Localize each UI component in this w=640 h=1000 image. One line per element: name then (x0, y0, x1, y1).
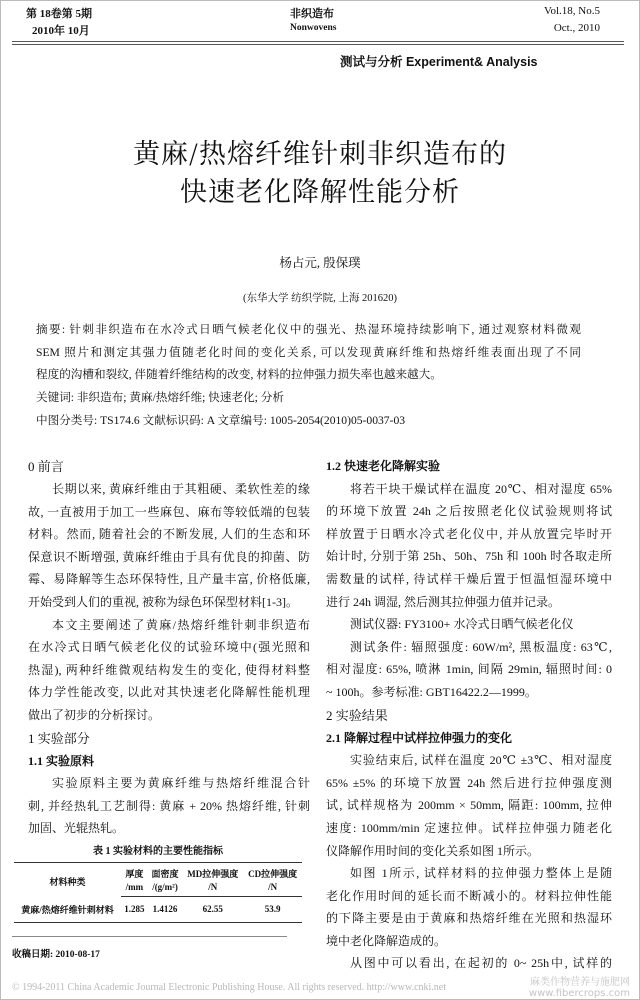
table-header-unit: /N (182, 881, 243, 897)
abstract (36, 318, 581, 432)
footnote-rule (12, 936, 287, 937)
paragraph-line: 仪降解作用时间的变化关系如图 1所示。 (326, 843, 540, 858)
abstract-line: 程度的沟槽和裂纹, 伴随着纤维结构的改变, 材料的拉伸强力损失率也越来越大。 (36, 368, 442, 381)
paragraph-line: 将若干块干燥试样在温度 20℃、相对湿度 65% (350, 481, 612, 496)
header-rule-top (12, 41, 624, 42)
header-journal-en: Nonwovens (290, 23, 337, 33)
table-header: 面密度 (148, 863, 182, 882)
section-heading: 0 前言 (28, 459, 64, 474)
paragraph-line: ~ 100h。参考标准: GBT16422.2—1999。 (326, 684, 537, 699)
paragraph-line: 在水冷式日晒气候老化仪的试验环境中(强光照和 (28, 640, 310, 655)
paragraph-line: 始计时, 分别于第 25h、50h、75h 和 100h 时各取走所 (326, 549, 612, 564)
paragraph-line: 的环境下放置 24h 之后按照老化仪试验规则将试 (326, 504, 612, 519)
paragraph-line: 如图 1所示, 试样材料的拉伸强力整体上是随 (350, 866, 612, 881)
table-cell: 黄麻/热熔纤维针刺材料 (14, 897, 121, 923)
section-heading: 1.1 实验原料 (28, 753, 95, 768)
paragraph-line: 从图中可以看出, 在起初的 0~ 25h中, 试样的 (350, 956, 612, 971)
header-issue-en: Vol.18, No.5 (543, 5, 600, 17)
table-cell: 1.285 (121, 897, 148, 923)
paragraph-line: 65% ±5% 的环境下放置 24h 然后进行拉伸强度测 (326, 775, 612, 790)
paragraph-line: 老化作用时间的延长而不断减小的。材料拉伸性能 (326, 888, 612, 903)
header-date-cn: 2010年 10月 (32, 25, 90, 37)
paragraph-line: 实验结束后, 试样在温度 20℃ ±3℃、相对湿度 (350, 753, 612, 768)
paragraph-line: 热湿), 两种纤维微观结构发生的变化, 使得材料整 (28, 662, 310, 677)
table-header: CD拉伸强度 (243, 863, 302, 882)
paragraph-line: 体力学性能改变, 以此对其快速老化降解性能机理 (28, 685, 310, 700)
table-header-unit: /(g/m²) (148, 881, 182, 897)
paragraph-line: 试, 试样规格为 200mm × 50mm, 隔距: 100mm, 拉伸 (326, 798, 612, 813)
table-header: 厚度 (121, 863, 148, 882)
table-caption: 表 1 实验材料的主要性能指标 (93, 846, 223, 857)
paragraph-line: 相对湿度: 65%, 喷淋 1min, 间隔 29min, 辐照时间: 0 (326, 662, 612, 677)
site-watermark-cn: 麻类作物营养与施肥网 (530, 977, 630, 988)
paragraph-line: 本文主要阐述了黄麻/热熔纤维针刺非织造布 (52, 617, 310, 632)
body-right-column (326, 455, 612, 975)
received-date: 收稿日期: 2010-08-17 (12, 950, 100, 960)
table-header-unit: /mm (121, 881, 148, 897)
paragraph-line: 开始受到人们的重视, 被称为绿色环保型材料[1-3]。 (28, 594, 298, 609)
table-row (14, 897, 302, 923)
header-rule-bottom (12, 44, 624, 45)
table-cell: 1.4126 (148, 897, 182, 923)
affiliation: (东华大学 纺织学院, 上海 201620) (243, 293, 397, 304)
paragraph-line: 霉、易降解等生态环保特性, 且产量丰富, 价格低廉, (28, 572, 310, 587)
paragraph-line: 做出了初步的分析探讨。 (28, 707, 161, 722)
table-header-unit: /N (243, 881, 302, 897)
table-header: 材料种类 (14, 863, 121, 897)
paragraph-line: 进行 24h 调湿, 然后测其拉伸强力值并记录。 (326, 594, 561, 609)
site-watermark (529, 977, 630, 999)
table-header: MD拉伸强度 (182, 863, 243, 882)
paragraph-line: 需数量的试样, 待试样干燥后置于恒温恒湿环境中 (326, 571, 612, 586)
table-cell: 53.9 (243, 897, 302, 923)
table-cell: 62.55 (182, 897, 243, 923)
section-label: 测试与分析 Experiment& Analysis (340, 55, 538, 69)
table-1 (14, 842, 302, 923)
paragraph-line: 实验原料主要为黄麻纤维与热熔纤维混合针 (52, 776, 310, 791)
section-heading: 2.1 降解过程中试样拉伸强力的变化 (326, 730, 513, 745)
paragraph-line: 样放置于日晒水冷式老化仪中, 并从放置完毕时开 (326, 526, 612, 541)
article-title-line-1: 黄麻/热熔纤维针刺非织造布的 (132, 139, 508, 170)
keywords: 关键词: 非织造布; 黄麻/热熔纤维; 快速老化; 分析 (36, 391, 284, 404)
article-title-line-2: 快速老化降解性能分析 (180, 177, 460, 208)
paragraph-line: 速度: 100mm/min 定速拉伸。试样拉伸强力随老化 (326, 820, 612, 835)
paragraph-line: 境中老化降解造成的。 (326, 933, 447, 948)
header-issue-cn: 第 18卷第 5期 (26, 8, 92, 20)
section-heading: 1 实验部分 (28, 730, 90, 746)
header-date-en: Oct., 2010 (553, 22, 600, 34)
paragraph-line: 材料。然而, 随着社会的不断发展, 人们的生态和环 (28, 527, 310, 542)
paragraph-line: 加固、光辊热轧。 (28, 821, 125, 836)
body-left-column (28, 455, 310, 840)
classification: 中图分类号: TS174.6 文献标识码: A 文章编号: 1005-2054(2010)05-0037-03 (36, 414, 406, 427)
paragraph-line: 测试条件: 辐照强度: 60W/m², 黑板温度: 63℃, (350, 639, 612, 654)
paragraph-line: 长期以来, 黄麻纤维由于其粗硬、柔软性差的缘 (52, 482, 310, 496)
paragraph-line: 故, 一直被用于加工一些麻包、麻布等较低端的包装 (28, 504, 310, 519)
paragraph-line: 刺, 并经热轧工艺制得: 黄麻 + 20% 热熔纤维, 针刺 (28, 798, 310, 813)
copyright-watermark: © 1994-2011 China Academic Journal Electronic Publishing House. All rights reserved. http://www.cnki.net (12, 982, 447, 993)
header-journal-cn: 非织造布 (290, 8, 334, 20)
paragraph-line: 的下降主要是由于黄麻和热熔纤维在光照和热湿环 (326, 911, 612, 926)
section-heading: 1.2 快速老化降解实验 (326, 459, 441, 473)
abstract-line: 摘要: 针刺非织造布在水冷式日晒气候老化仪中的强光、热湿环境持续影响下, 通过观察材料微观 (36, 323, 581, 336)
section-heading: 2 实验结果 (326, 707, 388, 723)
site-watermark-url: www.fibercrops.com (528, 988, 630, 999)
authors: 杨占元, 殷保璞 (279, 256, 361, 270)
paragraph-line: 保意识不断增强, 黄麻纤维由于具有优良的抑菌、防 (28, 549, 310, 564)
abstract-line: SEM 照片和测定其强力值随老化时间的变化关系, 可以发现黄麻纤维和热熔纤维表面出现了不同 (36, 346, 581, 359)
paragraph-line: 测试仪器: FY3100+ 水冷式日晒气候老化仪 (350, 617, 574, 632)
